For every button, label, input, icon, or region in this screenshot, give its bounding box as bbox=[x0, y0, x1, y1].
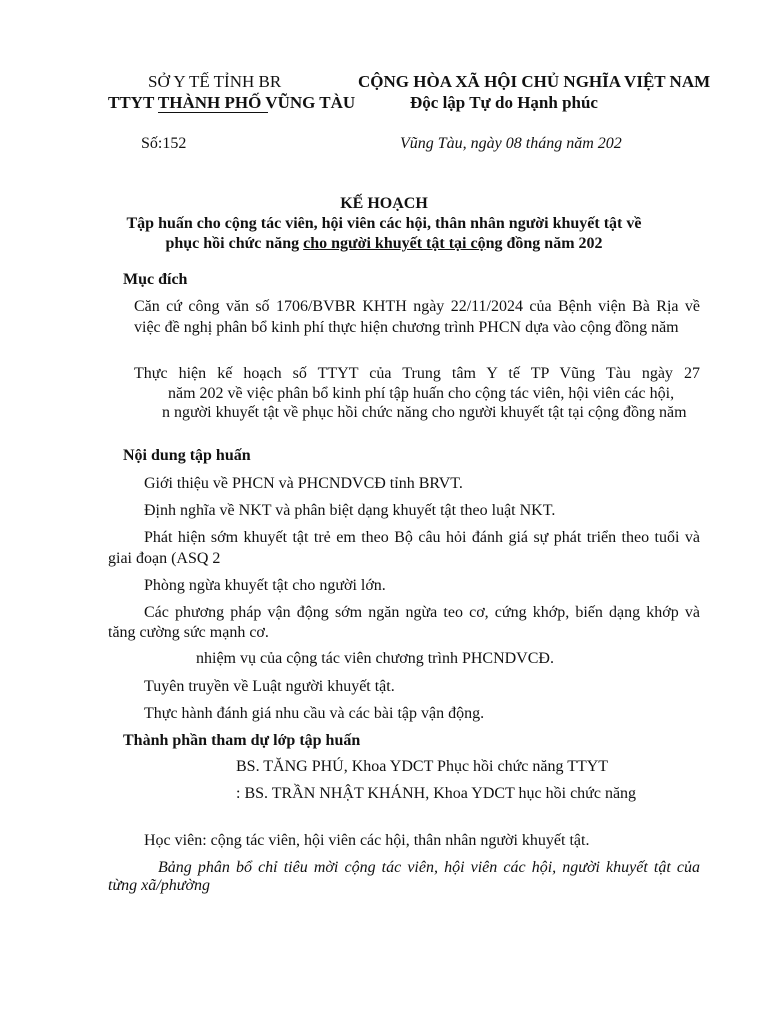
participant-line-2: : BS. TRẦN NHẬT KHÁNH, Khoa YDCT hục hồi chức năng bbox=[236, 785, 637, 802]
purpose-para1-line2: việc đề nghị phân bổ kinh phí thực hiện chương trình PHCN dựa vào cộng đồng năm bbox=[134, 319, 679, 336]
document-number: Số:152 bbox=[141, 135, 187, 152]
content-item-2: Định nghĩa về NKT và phân biệt dạng khuyết tật theo luật NKT. bbox=[144, 502, 556, 519]
content-item-7: Tuyên truyền về Luật người khuyết tật. bbox=[144, 678, 395, 695]
document-subtitle-line1: Tập huấn cho cộng tác viên, hội viên các hội, thân nhân người khuyết tật về bbox=[126, 215, 642, 232]
subtitle-part1: phục hồi chức năng bbox=[165, 235, 304, 252]
document-date: Vũng Tàu, ngày 08 tháng năm 202 bbox=[400, 135, 622, 152]
purpose-para2-line1: Thực hiện kế hoạch số TTYT của Trung tâm Y tế TP Vũng Tàu ngày 27 bbox=[134, 365, 700, 382]
organization-name bbox=[108, 93, 355, 113]
content-item-3-line2: giai đoạn (ASQ 2 bbox=[108, 550, 221, 567]
section-heading-participants: Thành phần tham dự lớp tập huấn bbox=[123, 732, 361, 749]
subtitle-part3: ng đồng năm 202 bbox=[485, 235, 603, 252]
section-heading-purpose: Mục đích bbox=[123, 271, 188, 288]
content-item-4: Phòng ngừa khuyết tật cho người lớn. bbox=[144, 577, 386, 594]
participant-line-1: BS. TĂNG PHÚ, Khoa YDCT Phục hồi chức năng TTYT bbox=[236, 758, 609, 775]
national-title: CỘNG HÒA XÃ HỘI CHỦ NGHĨA VIỆT NAM bbox=[358, 72, 711, 91]
organization-underline bbox=[158, 112, 268, 113]
table-caption-line2: từng xã/phường bbox=[108, 877, 210, 894]
document-subtitle-line2 bbox=[0, 234, 768, 254]
purpose-para2-line3: n người khuyết tật về phục hồi chức năng cho người khuyết tật tại cộng đồng năm bbox=[162, 404, 687, 421]
subtitle-underlined-part: cho người khuyết tật tại cộ bbox=[303, 235, 486, 252]
content-item-5-line2: tăng cường sức mạnh cơ. bbox=[108, 624, 269, 641]
agency-name: SỞ Y TẾ TỈNH BR bbox=[148, 72, 282, 91]
table-caption-line1: Bảng phân bổ chỉ tiêu mời cộng tác viên, hội viên các hội, người khuyết tật của bbox=[158, 859, 700, 876]
document-title: KẾ HOẠCH bbox=[340, 195, 428, 212]
section-heading-content: Nội dung tập huấn bbox=[123, 447, 251, 464]
content-item-8: Thực hành đánh giá nhu cầu và các bài tập vận động. bbox=[144, 705, 485, 722]
purpose-para1-line1: Căn cứ công văn số 1706/BVBR KHTH ngày 22/11/2024 của Bệnh viện Bà Rịa về bbox=[134, 298, 700, 315]
students-line: Học viên: cộng tác viên, hội viên các hội, thân nhân người khuyết tật. bbox=[144, 832, 590, 849]
organization-name-text: TTYT THÀNH PHỐ VŨNG TÀU bbox=[108, 93, 356, 112]
purpose-para2-line2: năm 202 về việc phân bổ kinh phí tập huấn cho cộng tác viên, hội viên các hội, bbox=[168, 385, 675, 402]
national-motto: Độc lập Tự do Hạnh phúc bbox=[410, 93, 598, 112]
content-item-5-line1: Các phương pháp vận động sớm ngăn ngừa teo cơ, cứng khớp, biến dạng khớp và bbox=[144, 604, 700, 621]
content-item-3-line1: Phát hiện sớm khuyết tật trẻ em theo Bộ câu hỏi đánh giá sự phát triển theo tuổi và bbox=[144, 529, 700, 546]
content-item-1: Giới thiệu về PHCN và PHCNDVCĐ tỉnh BRVT. bbox=[144, 475, 463, 492]
content-item-6: nhiệm vụ của cộng tác viên chương trình PHCNDVCĐ. bbox=[196, 650, 554, 667]
